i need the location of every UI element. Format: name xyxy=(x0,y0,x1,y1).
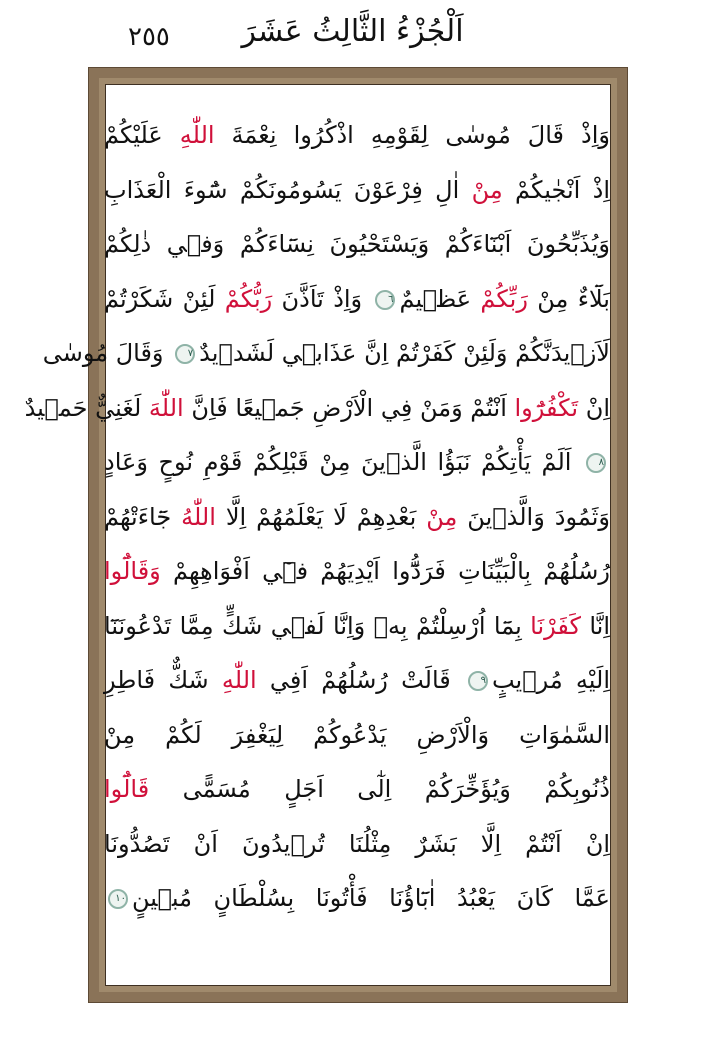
verse-line-4 xyxy=(104,272,610,327)
verse-line-10 xyxy=(104,599,610,654)
verse-text: رُسُلُهُمْ بِالْبَيِّنَاتِ فَرَدُّٓوا اَيْدِيَهُمْ فٖٓي اَفْوَاهِهِمْ xyxy=(160,557,610,585)
verse-line-12 xyxy=(104,708,610,763)
verse-text: بِمَٓا اُرْسِلْتُمْ بِهٖ وَاِنَّا لَفٖي شَكٍّ مِمَّا تَدْعُونَنَٓا xyxy=(104,611,531,640)
verse-line-13 xyxy=(104,762,610,817)
verse-text: اِنَّا xyxy=(580,611,610,640)
verse-text: بَعْدِهِمْ لَا يَعْلَمُهُمْ اِلَّا xyxy=(215,502,427,531)
verse-text: وَثَمُودَ وَالَّذٖينَ xyxy=(457,502,610,531)
verse-text: عَلَيْكُمْ xyxy=(104,121,180,149)
quran-text-block xyxy=(24,108,611,926)
highlighted-word: اللّٰهِ xyxy=(221,666,257,694)
highlighted-word: مِنْ xyxy=(426,502,458,531)
verse-line-11 xyxy=(104,653,610,708)
verse-text: وَيُذَبِّحُونَ اَبْنَٓاءَكُمْ وَيَسْتَحْيُونَ نِسَٓاءَكُمْ وَفٖي ذٰلِكُمْ xyxy=(104,230,610,258)
highlighted-word: اللّٰهَ xyxy=(148,393,184,422)
verse-line-14 xyxy=(104,817,610,872)
verse-text: اِنْ اَنْتُمْ اِلَّا بَشَرٌ مِثْلُنَا تُرٖيدُونَ اَنْ تَصُدُّونَا xyxy=(104,829,610,858)
highlighted-word: اللّٰهُ xyxy=(181,502,216,531)
verse-text: جَٓاءَتْهُمْ xyxy=(104,502,182,531)
verse-line-1 xyxy=(104,108,610,163)
page-number: ٢٥٥ xyxy=(128,22,170,52)
highlighted-word: قَالُٓوا xyxy=(104,775,150,803)
verse-text: بَلَٓاءٌ مِنْ xyxy=(527,284,610,313)
ayah-number-marker: ١٠ xyxy=(108,889,128,909)
verse-text: لَاَزٖيدَنَّكُمْ وَلَئِنْ كَفَرْتُمْ اِنَّ عَذَابٖي لَشَدٖيدٌ xyxy=(199,339,610,367)
verse-text: اِذْ اَنْجٰيكُمْ xyxy=(502,175,611,204)
page-header xyxy=(0,0,705,70)
verse-text: وَقَالَ مُوسٰى xyxy=(42,339,172,367)
verse-text: لَغَنِيٌّ حَمٖيدٌ xyxy=(24,393,149,422)
verse-text: قَالَتْ رُسُلُهُمْ اَفِي xyxy=(256,666,464,694)
verse-line-9 xyxy=(104,544,610,599)
verse-line-2 xyxy=(104,163,610,218)
verse-text: شَكٌّ فَاطِرِ xyxy=(104,666,222,694)
highlighted-word: وَقَالُٓوا xyxy=(104,557,161,585)
verse-text: لَئِنْ شَكَرْتُمْ xyxy=(104,284,225,313)
verse-text: وَاِذْ قَالَ مُوسٰى لِقَوْمِهِ اذْكُرُوا نِعْمَةَ xyxy=(214,121,610,149)
verse-line-15 xyxy=(104,871,610,926)
verse-text: اَلَمْ يَأْتِكُمْ نَبَؤُا الَّذٖينَ مِنْ قَبْلِكُمْ قَوْمِ نُوحٍ وَعَادٍ xyxy=(104,448,582,476)
ayah-number-marker: ٨ xyxy=(586,453,606,473)
ayah-number-marker: ٦ xyxy=(375,290,395,310)
highlighted-word: اللّٰهِ xyxy=(179,121,215,149)
verse-text: اٰلِ فِرْعَوْنَ يَسُومُونَكُمْ سُٓوءَ الْعَذَابِ xyxy=(104,175,472,204)
verse-line-3 xyxy=(104,217,610,272)
verse-text: عَمَّا كَانَ يَعْبُدُ اٰبَٓاؤُنَا فَأْتُونَا بِسُلْطَانٍ مُبٖينٍ xyxy=(132,884,610,912)
ayah-number-marker: ٩ xyxy=(468,671,488,691)
verse-text: عَظٖيمٌ xyxy=(399,284,481,313)
verse-text: ذُنُوبِكُمْ وَيُؤَخِّرَكُمْ اِلٰٓى اَجَلٍ مُسَمًّى xyxy=(149,775,610,803)
verse-line-6 xyxy=(24,381,610,436)
verse-line-5 xyxy=(42,326,610,381)
verse-text: اِنْ xyxy=(578,393,610,422)
highlighted-word: رَبِّكُمْ xyxy=(480,284,528,313)
ayah-number-marker: ٧ xyxy=(175,344,195,364)
verse-line-7 xyxy=(104,435,610,490)
highlighted-word: تَكْفُرُٓوا xyxy=(514,393,579,422)
highlighted-word: كَفَرْنَا xyxy=(530,611,581,640)
verse-text: اِلَيْهِ مُرٖيبٍ xyxy=(491,666,610,694)
verse-line-8 xyxy=(104,490,610,545)
verse-text: اَنْتُمْ وَمَنْ فِي الْاَرْضِ جَمٖيعًا فَاِنَّ xyxy=(183,393,515,422)
highlighted-word: مِنْ xyxy=(471,175,503,204)
juz-title: اَلْجُزْءُ الثَّالِثُ عَشَرَ xyxy=(241,14,464,49)
highlighted-word: رَبُّكُمْ xyxy=(224,284,273,313)
verse-text: وَاِذْ تَاَذَّنَ xyxy=(272,284,372,313)
verse-text: السَّمٰوَاتِ وَالْاَرْضِ يَدْعُوكُمْ لِيَغْفِرَ لَكُمْ مِنْ xyxy=(104,720,610,749)
